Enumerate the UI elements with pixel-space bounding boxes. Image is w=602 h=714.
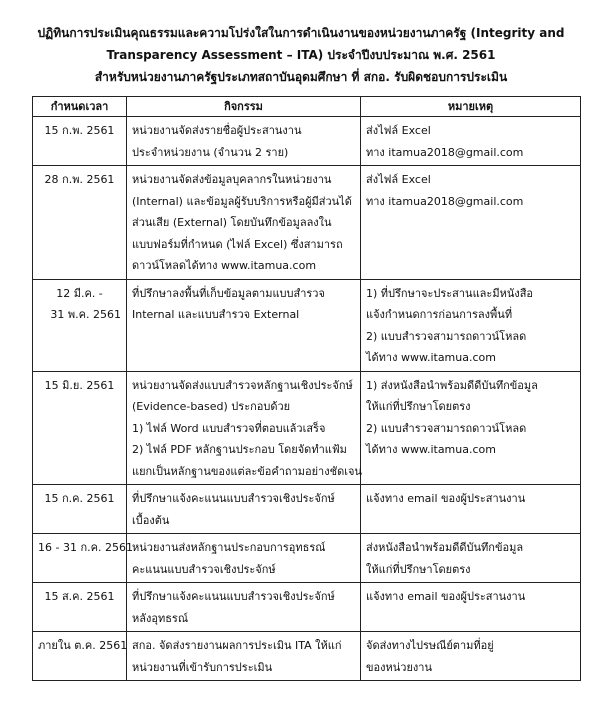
note-text-cell: [361, 371, 581, 485]
activity-text-cell: [127, 279, 361, 371]
note-text-cell: [361, 117, 581, 166]
header-note: หมายเหตุ: [361, 97, 581, 117]
schedule-date-cell: [33, 583, 127, 632]
activity-text-line: เบื้องต้น: [132, 513, 170, 527]
note-text-cell: [361, 279, 581, 371]
schedule-date-cell: [33, 534, 133, 583]
activity-text-line: ที่ปรึกษาแจ้งคะแนนแบบสำรวจเชิงประจักษ์: [132, 590, 335, 603]
activity-text-cell: [127, 117, 361, 166]
schedule-date-cell: [33, 117, 127, 166]
activity-text-cell: [127, 371, 361, 485]
note-text-line: แจ้งกำหนดการก่อนการลงพื้นที่: [366, 308, 513, 321]
activity-text-cell: [127, 534, 361, 583]
activity-text-line: (Internal) และข้อมูลผู้รับบริการหรือผู้มีส่วนได้: [132, 194, 352, 208]
note-text-line: ให้แก่ที่ปรึกษาโดยตรง: [366, 400, 471, 413]
note-text-line: 1) ที่ปรึกษาจะประสานและมีหนังสือ: [366, 286, 534, 300]
schedule-date-cell: [33, 279, 127, 371]
activity-text-line: (Evidence-based) ประกอบด้วย: [132, 400, 291, 413]
note-text-line: 2) แบบสำรวจสามารถดาวน์โหลด: [366, 329, 527, 343]
title-line-3: สำหรับหน่วยงานภาครัฐประเภทสถาบันอุดมศึกษา ที่ สกอ. รับผิดชอบการประเมิน: [94, 70, 508, 84]
note-text-line: ของหน่วยงาน: [366, 660, 432, 674]
schedule-date-line: 15 ส.ค. 2561: [44, 590, 115, 603]
note-text-line: ส่งหนังสือนำพร้อมดีดีบันทึกข้อมูล: [366, 541, 524, 554]
note-text-line: ส่งไฟล์ Excel: [366, 173, 431, 186]
activity-text-line: 2) ไฟล์ PDF หลักฐานประกอบ โดยจัดทำแฟ้ม: [132, 443, 347, 456]
schedule-date-line: 28 ก.พ. 2561: [44, 173, 115, 186]
activity-text-line: หน่วยงานจัดส่งรายชื่อผู้ประสานงาน: [132, 124, 302, 137]
activity-text-cell: [127, 166, 361, 280]
activity-text-line: หลังอุทธรณ์: [132, 611, 189, 625]
schedule-date-line: 16 - 31 ก.ค. 2561: [38, 541, 133, 554]
note-text-line: ได้ทาง www.itamua.com: [366, 351, 496, 364]
note-text-line: ส่งไฟล์ Excel: [366, 124, 431, 137]
activity-text-line: หน่วยงานที่เข้ารับการประเมิน: [132, 660, 273, 674]
title-line-2: Transparency Assessment – ITA) ประจำปีงบประมาณ พ.ศ. 2561: [106, 48, 496, 62]
note-text-cell: [361, 632, 581, 681]
activity-text-line: หน่วยงานจัดส่งแบบสำรวจหลักฐานเชิงประจักษ์: [132, 378, 353, 392]
activity-text-line: ดาวน์โหลดได้ทาง www.itamua.com: [132, 259, 317, 272]
activity-text-line: ส่วนเสีย (External) โดยบันทึกข้อมูลลงใน: [132, 216, 332, 229]
note-text-line: แจ้งทาง email ของผู้ประสานงาน: [366, 590, 526, 603]
header-activity: กิจกรรม: [127, 97, 361, 117]
activity-text-line: หน่วยงานจัดส่งข้อมูลบุคลากรในหน่วยงาน: [132, 173, 332, 186]
note-text-cell: [361, 583, 581, 632]
activity-text-line: หน่วยงานส่งหลักฐานประกอบการอุทธรณ์: [132, 541, 326, 554]
note-text-line: แจ้งทาง email ของผู้ประสานงาน: [366, 492, 526, 505]
table-row: [33, 583, 581, 632]
schedule-date-line: 15 มิ.ย. 2561: [44, 378, 115, 392]
table-row: [33, 534, 581, 583]
activity-text-cell: [127, 485, 361, 534]
schedule-date-line: 12 มี.ค. -: [56, 286, 103, 300]
schedule-date-cell: [33, 485, 127, 534]
activity-text-line: คะแนนแบบสำรวจเชิงประจักษ์: [132, 562, 276, 576]
schedule-date-cell: [33, 166, 127, 280]
note-text-line: ทาง itamua2018@gmail.com: [366, 145, 524, 159]
activity-text-line: สกอ. จัดส่งรายงานผลการประเมิน ITA ให้แก่: [132, 639, 342, 652]
table-row: [33, 485, 581, 534]
note-text-line: 2) แบบสำรวจสามารถดาวน์โหลด: [366, 421, 527, 435]
activity-text-line: ที่ปรึกษาแจ้งคะแนนแบบสำรวจเชิงประจักษ์: [132, 492, 335, 505]
table-row: [33, 279, 581, 371]
schedule-date-cell: [33, 632, 127, 681]
note-text-line: ทาง itamua2018@gmail.com: [366, 194, 524, 208]
table-row: [33, 117, 581, 166]
note-text-cell: [361, 485, 581, 534]
activity-text-cell: [127, 583, 361, 632]
table-row: [33, 371, 581, 485]
table-row: [33, 632, 581, 681]
activity-text-line: แบบฟอร์มที่กำหนด (ไฟล์ Excel) ซึ่งสามารถ: [132, 237, 343, 251]
activity-text-line: ประจำหน่วยงาน (จำนวน 2 ราย): [132, 145, 289, 159]
schedule-date-line: 15 ก.ค. 2561: [44, 492, 115, 505]
activity-text-line: แยกเป็นหลักฐานของแต่ละข้อคำถามอย่างชัดเจน: [132, 464, 362, 478]
activity-text-line: ที่ปรึกษาลงพื้นที่เก็บข้อมูลตามแบบสำรวจ: [132, 286, 325, 300]
note-text-cell: [361, 166, 581, 280]
schedule-table: [32, 96, 581, 681]
schedule-date-line: 15 ก.พ. 2561: [44, 124, 115, 137]
header-date: กำหนดเวลา: [33, 97, 127, 117]
table-row: [33, 166, 581, 280]
document-title: [8, 22, 594, 88]
activity-text-cell: [127, 632, 361, 681]
schedule-date-line: ภายใน ต.ค. 2561: [38, 639, 128, 652]
activity-text-line: Internal และแบบสำรวจ External: [132, 308, 300, 321]
title-line-1: ปฏิทินการประเมินคุณธรรมและความโปร่งใสในการดำเนินงานของหน่วยงานภาครัฐ (Integrity and: [37, 26, 565, 40]
note-text-line: ให้แก่ที่ปรึกษาโดยตรง: [366, 562, 471, 576]
note-text-line: 1) ส่งหนังสือนำพร้อมดีดีบันทึกข้อมูล: [366, 378, 538, 392]
note-text-line: จัดส่งทางไปรษณีย์ตามที่อยู่: [366, 639, 494, 652]
note-text-line: ได้ทาง www.itamua.com: [366, 443, 496, 456]
activity-text-line: 1) ไฟล์ Word แบบสำรวจที่ตอบแล้วเสร็จ: [132, 421, 326, 435]
note-text-cell: [361, 534, 581, 583]
schedule-date-line: 31 พ.ค. 2561: [50, 308, 121, 321]
table-header-row: [33, 97, 581, 117]
schedule-date-cell: [33, 371, 127, 485]
